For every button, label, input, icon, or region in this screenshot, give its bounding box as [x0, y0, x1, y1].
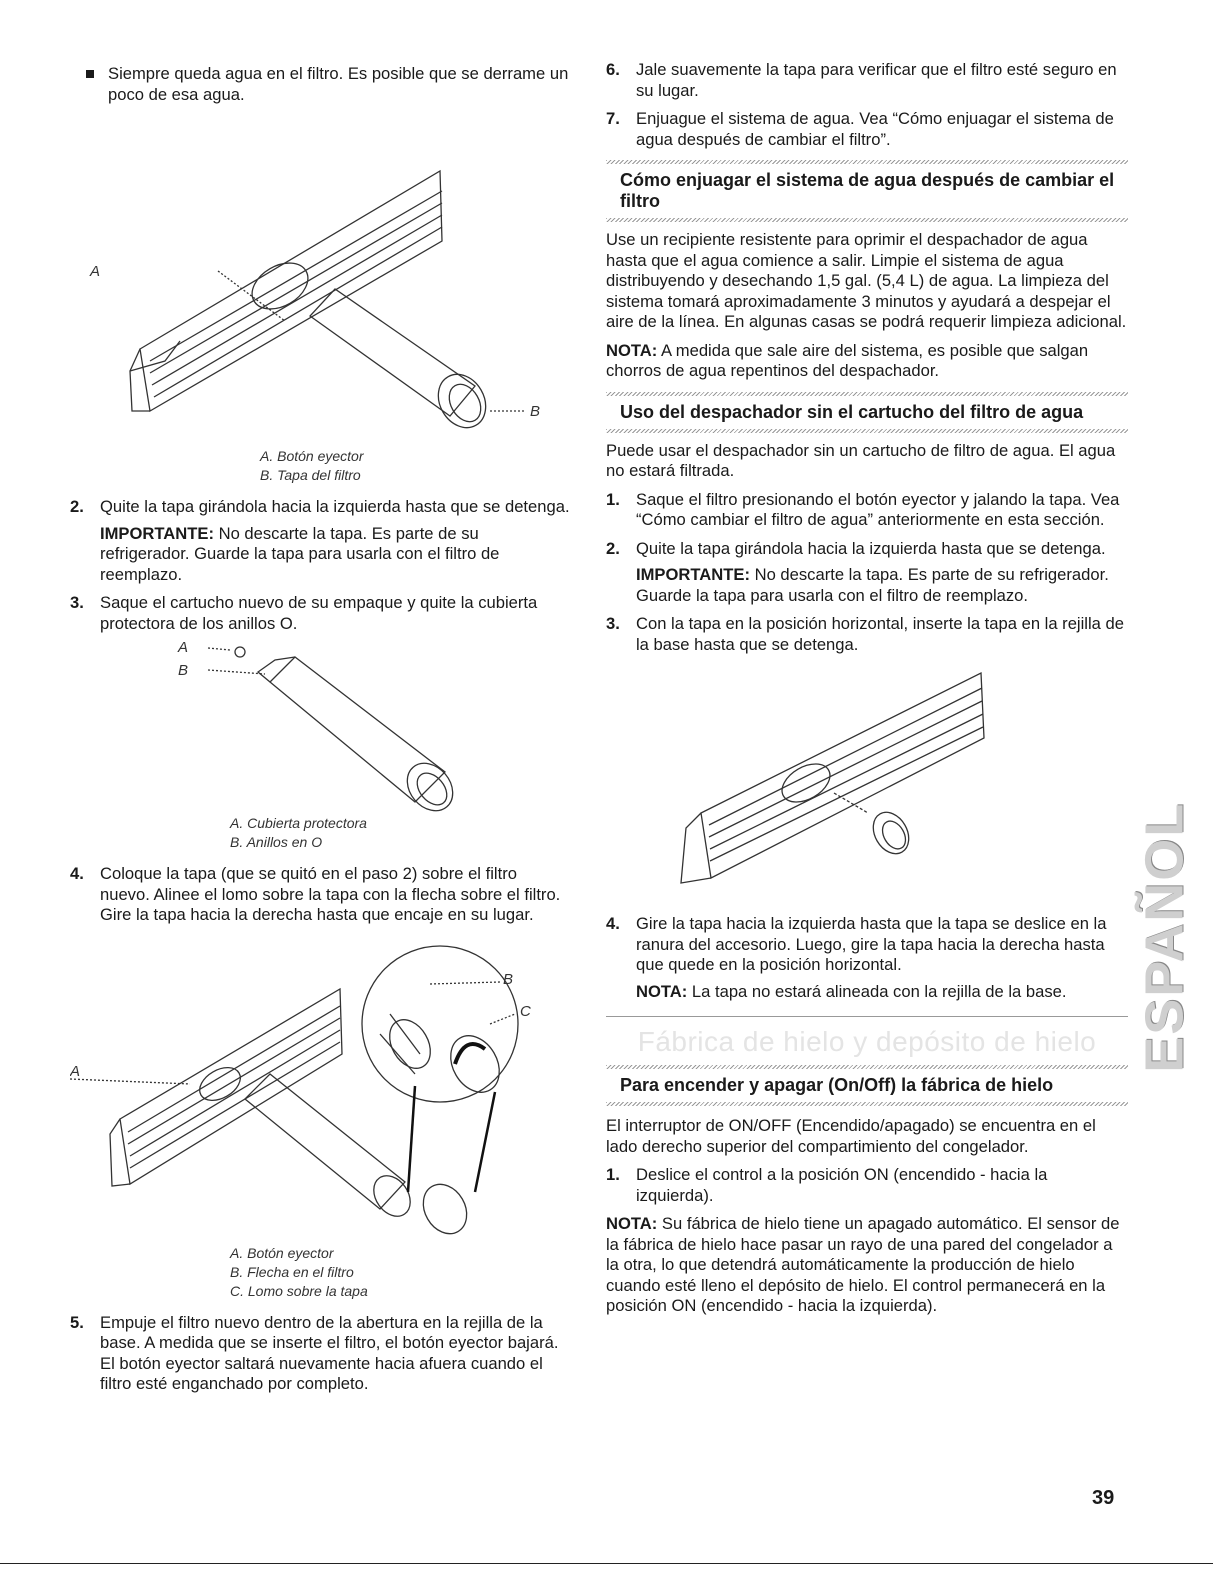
step-number: 4.: [606, 914, 620, 933]
paragraph: Puede usar el despachador sin un cartucho de filtro de agua. El agua no estará filtrada.: [606, 440, 1116, 480]
figure-caption: [70, 814, 570, 852]
note: [606, 1214, 1128, 1317]
note: [636, 982, 1128, 1003]
step-number: 5.: [70, 1312, 84, 1332]
paragraph: El interruptor de ON/OFF (Encendido/apagado) se encuentra en el lado derecho superior del compartimiento del congelador.: [606, 1116, 1096, 1156]
important-note: [100, 524, 570, 586]
step-number: 1.: [606, 1165, 620, 1184]
caption-line: A. Botón eyector: [230, 1244, 334, 1261]
caption-line: C. Lomo sobre la tapa: [230, 1282, 368, 1299]
hatch-divider: [606, 1065, 1128, 1069]
section-heading: Cómo enjuagar el sistema de agua después de cambiar el filtro: [620, 170, 1115, 211]
important-label: IMPORTANTE:: [100, 523, 214, 543]
step-item: [606, 614, 1128, 655]
step-item: [70, 1313, 570, 1395]
note-text: La tapa no estará alineada con la rejilla de la base.: [687, 981, 1067, 1001]
step-item: [70, 864, 570, 926]
cap-grille-illustration: [606, 663, 1126, 908]
note-label: NOTA:: [606, 1214, 658, 1233]
note: [606, 341, 1128, 382]
important-label: IMPORTANTE:: [636, 565, 750, 584]
step-text: Saque el filtro presionando el botón eyector y jalando la tapa. Vea “Cómo cambiar el filtro de agua” anteriormente en esta sección.: [636, 489, 1120, 529]
step-number: 3.: [70, 593, 84, 612]
hatch-divider: [606, 160, 1128, 164]
step-item: [606, 60, 1128, 101]
left-column: [70, 60, 570, 1403]
step-text: Quite la tapa girándola hacia la izquierda hasta que se detenga.: [636, 538, 1106, 558]
filter-grille-illustration: [70, 111, 570, 451]
hatch-divider: [606, 429, 1128, 433]
important-text: No descarte la tapa. Es parte de su refrigerador. Guarde la tapa para usarla con el filtro de reemplazo.: [636, 565, 1109, 605]
figure-install-filter: [70, 934, 570, 1254]
caption-line: A. Cubierta protectora: [230, 815, 367, 831]
figure-cap-in-grille: [606, 663, 1128, 908]
fig3-label-a: A: [70, 1062, 81, 1080]
figure-o-rings: [70, 642, 570, 812]
step-number: 4.: [70, 864, 84, 883]
step-number: 1.: [606, 489, 620, 509]
caption-line: B. Anillos en O: [230, 834, 323, 850]
step-number: 2.: [70, 497, 84, 516]
step-item: [70, 497, 570, 585]
step-number: 6.: [606, 60, 620, 79]
step-number: 7.: [606, 109, 620, 128]
step-item: [606, 914, 1128, 1002]
step-text: Enjuague el sistema de agua. Vea “Cómo enjuagar el sistema de agua después de cambiar el filtro”.: [636, 109, 1114, 149]
step-text: Deslice el control a la posición ON (encendido - hacia la izquierda).: [636, 1165, 1048, 1205]
side-tab-label: ESPAÑOL: [1134, 801, 1195, 1073]
figure-ejector-cap: [70, 111, 570, 451]
note-text: Su fábrica de hielo tiene un apagado automático. El sensor de la fábrica de hielo hace pasar un rayo de una pared del congelador a la otra, lo que detendrá automáticamente la producción de hielo cuando esté lleno el depósito de hielo. El control permanecerá en la posición ON (encendido - hacia la izquierda).: [606, 1214, 1120, 1315]
step-item: [606, 539, 1128, 607]
step-item: [70, 593, 570, 634]
step-item: [606, 490, 1128, 531]
note-label: NOTA:: [606, 340, 658, 360]
bullet-square-icon: [86, 70, 94, 78]
language-side-tab: [1130, 801, 1200, 1073]
important-text: No descarte la tapa. Es parte de su refrigerador. Guarde la tapa para usarla con el filtro de reemplazo.: [100, 523, 500, 584]
step-number: 2.: [606, 538, 620, 558]
section-heading: Para encender y apagar (On/Off) la fábrica de hielo: [620, 1075, 1054, 1095]
section-rule: [606, 1016, 1128, 1017]
bullet-text: Siempre queda agua en el filtro. Es posible que se derrame un poco de esa agua.: [108, 64, 569, 104]
caption-line: B. Tapa del filtro: [260, 467, 361, 483]
figure-caption: [70, 447, 570, 485]
hatch-divider: [606, 1102, 1128, 1106]
paragraph: Use un recipiente resistente para oprimir el despachador de agua hasta que el agua comience a salir. Limpie el sistema de agua distribuyendo y desechando 1,5 gal. (5,4 L) de agua. La limpieza del sistema tomará aproximadamente 3 minutos y ayudará a despejar el aire de la línea. En algunas casas se podrá requerir limpieza adicional.: [606, 230, 1127, 331]
fig3-label-c: C: [520, 1002, 531, 1020]
bullet-item: [70, 64, 570, 105]
step-text: Gire la tapa hacia la izquierda hasta que la tapa se deslice en la ranura del accesorio. Luego, gire la tapa hacia la derecha hasta que quede en la posición horizontal.: [636, 914, 1107, 974]
caption-line: B. Flecha en el filtro: [230, 1263, 354, 1280]
caption-line: A. Botón eyector: [260, 448, 364, 464]
step-text: Empuje el filtro nuevo dentro de la abertura en la rejilla de la base. A medida que se inserte el filtro, el botón eyector bajará. El botón eyector saltará nuevamente hacia afuera cuando el filtro esté enganchado por completo.: [100, 1312, 559, 1393]
fig3-label-b: B: [503, 970, 514, 988]
step-item: [606, 109, 1128, 150]
filter-cartridge-illustration: [70, 642, 570, 812]
fig2-label-b: B: [178, 662, 189, 679]
hatch-divider: [606, 218, 1128, 222]
step-number: 3.: [606, 614, 620, 633]
step-item: [606, 1165, 1128, 1206]
page-number: 39: [1092, 1487, 1115, 1509]
fig1-label-b: B: [530, 403, 541, 420]
hatch-divider: [606, 392, 1128, 396]
step-text: Quite la tapa girándola hacia la izquierda hasta que se detenga.: [100, 497, 570, 516]
section-heading: Uso del despachador sin el cartucho del filtro de agua: [620, 401, 1084, 422]
right-column: [606, 60, 1128, 1325]
bottom-rule: [0, 1563, 1213, 1564]
step-text: Jale suavemente la tapa para verificar que el filtro esté seguro en su lugar.: [636, 60, 1117, 100]
step-text: Saque el cartucho nuevo de su empaque y quite la cubierta protectora de los anillos O.: [100, 593, 538, 633]
fig2-label-a: A: [178, 642, 189, 656]
fig1-label-a: A: [90, 263, 101, 280]
install-filter-illustration: [70, 934, 570, 1254]
section-title: Fábrica de hielo y depósito de hielo: [637, 1026, 1097, 1057]
note-label: NOTA:: [636, 981, 688, 1001]
step-text: Coloque la tapa (que se quitó en el paso 2) sobre el filtro nuevo. Alinee el lomo sobre la tapa con la flecha sobre el filtro. Gire la tapa hacia la derecha hasta que encaje en su lugar.: [100, 864, 561, 924]
note-text: A medida que sale aire del sistema, es posible que salgan chorros de agua repentinos del despachador.: [606, 340, 1089, 380]
important-note: [636, 565, 1128, 606]
step-text: Con la tapa en la posición horizontal, inserte la tapa en la rejilla de la base hasta que se detenga.: [636, 614, 1124, 654]
